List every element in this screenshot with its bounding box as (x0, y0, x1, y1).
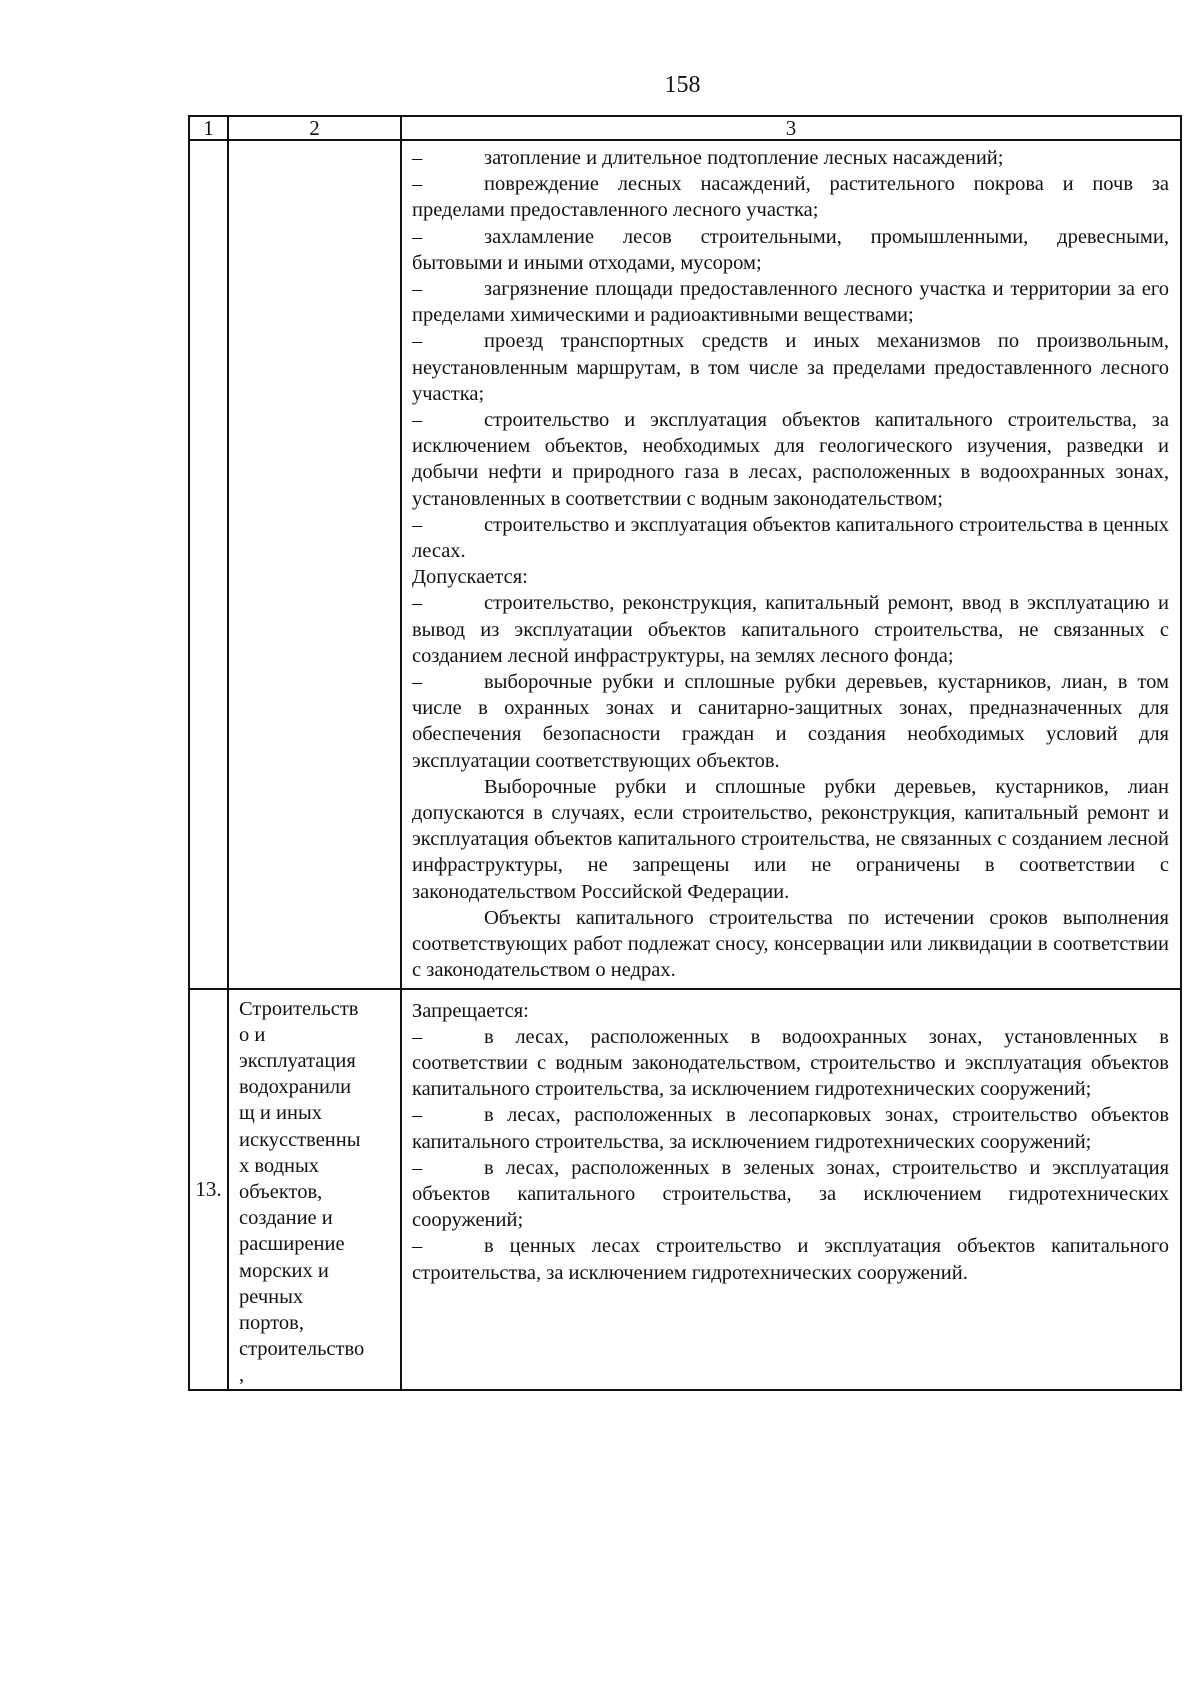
name-line: портов, (239, 1311, 304, 1334)
list-item (412, 590, 1169, 669)
dash-bullet: – (412, 592, 423, 615)
name-line: расширение (239, 1233, 345, 1256)
dash-bullet: – (412, 1104, 423, 1127)
name-line: о и (239, 1023, 266, 1046)
paragraph-text: проезд транспортных средств и иных механизмов по произвольным, неустановленным маршрутам, в том числе за пределами предоставленного лесного участка; (412, 330, 1169, 405)
row-number-cell (189, 140, 228, 989)
paragraph-text: строительство, реконструкция, капитальный ремонт, ввод в эксплуатацию и вывод из эксплуатации объектов капитального строительства, не связанных с созданием лесной инфраструктуры, на землях лесного фонда; (412, 592, 1169, 667)
paragraph-text: в лесах, расположенных в лесопарковых зонах, строительство объектов капитального строительства, за исключением гидротехнических сооружений; (412, 1104, 1169, 1153)
list-item (412, 669, 1169, 774)
paragraph (412, 905, 1169, 984)
paragraph (412, 774, 1169, 905)
list-item (412, 1024, 1169, 1103)
name-line: речных (239, 1285, 304, 1308)
dash-bullet: – (412, 147, 423, 169)
list-item (412, 224, 1169, 276)
name-line: , (239, 1364, 245, 1387)
paragraph-text: строительство и эксплуатация объектов капитального строительства, за исключением объектов, необходимых для геологического изучения, разведки и добычи нефти и природного газа в лесах, расположенных в водоохранных зонах, установленных в соответствии с водным законодательством; (412, 409, 1169, 510)
dash-bullet: – (412, 173, 423, 196)
table-row-13 (189, 989, 1181, 1390)
list-item (412, 512, 1169, 564)
list-item (412, 328, 1169, 407)
name-line: объектов, (239, 1180, 323, 1203)
name-line: строительство (239, 1338, 365, 1361)
page-number: 158 (664, 72, 701, 98)
name-line: создание и (239, 1207, 333, 1230)
name-line: искусственны (239, 1128, 361, 1151)
dash-bullet: – (412, 513, 423, 536)
regulation-table (188, 115, 1182, 1391)
paragraph-text: Допускается: (412, 566, 528, 589)
dash-bullet: – (412, 1025, 423, 1048)
list-item (412, 276, 1169, 328)
paragraph-text: Объекты капитального строительства по истечении сроков выполнения соответствующих работ подлежат сносу, консервации или ликвидации в соответствии с законодательством о недрах. (412, 906, 1169, 982)
row-number-cell: 13. (189, 989, 228, 1390)
dash-bullet: – (412, 225, 423, 248)
dash-bullet: – (412, 409, 423, 432)
dash-bullet: – (412, 278, 423, 301)
row-content-cell (401, 140, 1181, 989)
paragraph-text: загрязнение площади предоставленного лесного участка и территории за его пределами химическими и радиоактивными веществами; (412, 278, 1169, 327)
column-header-2: 2 (228, 116, 401, 140)
paragraph-text: в лесах, расположенных в водоохранных зонах, установленных в соответствии с водным законодательством, строительство и эксплуатация объектов капитального строительства, за исключением гидротехнических сооружений; (412, 1025, 1169, 1101)
list-item (412, 1102, 1169, 1154)
row-content-cell (401, 989, 1181, 1390)
table-row-continuation (189, 140, 1181, 989)
paragraph-text: в ценных лесах строительство и эксплуатация объектов капитального строительства, за исключением гидротехнических сооружений. (412, 1235, 1169, 1284)
paragraph (412, 564, 1169, 590)
paragraph-text: затопление и длительное подтопление лесных насаждений; (484, 147, 1004, 169)
dash-bullet: – (412, 1235, 423, 1258)
paragraph-text: в лесах, расположенных в зеленых зонах, строительство и эксплуатация объектов капитального строительства, за исключением гидротехнических сооружений; (412, 1156, 1169, 1232)
paragraph-text: захламление лесов строительными, промышленными, древесными, бытовыми и иными отходами, мусором; (412, 225, 1169, 274)
dash-bullet: – (412, 330, 423, 353)
list-item (412, 145, 1169, 171)
dash-bullet: – (412, 671, 423, 694)
name-line: эксплуатация (239, 1049, 356, 1072)
paragraph-text: Запрещается: (412, 999, 529, 1022)
name-line: щ и иных (239, 1102, 322, 1125)
table-header-row (189, 116, 1181, 140)
column-header-1: 1 (189, 116, 228, 140)
name-line: х водных (239, 1154, 319, 1177)
row-name-cell (228, 140, 401, 989)
column-header-3: 3 (401, 116, 1181, 140)
paragraph-text: Выборочные рубки и сплошные рубки деревьев, кустарников, лиан допускаются в случаях, если строительство, реконструкция, капитальный ремонт и эксплуатация объектов капитального строительства, не связанных с созданием лесной инфраструктуры, не запрещены или не ограничены в соответствии с законодательством Российской Федерации. (412, 775, 1169, 903)
list-item (412, 407, 1169, 512)
list-item (412, 1155, 1169, 1234)
name-line: водохранили (239, 1076, 352, 1099)
row-name-cell (228, 989, 401, 1390)
paragraph (412, 998, 1169, 1024)
paragraph-text: повреждение лесных насаждений, растительного покрова и почв за пределами предоставленного лесного участка; (412, 173, 1169, 222)
name-line: морских и (239, 1259, 329, 1282)
name-line: Строительств (239, 997, 359, 1020)
list-item (412, 171, 1169, 223)
dash-bullet: – (412, 1156, 423, 1179)
list-item (412, 1233, 1169, 1285)
paragraph-text: строительство и эксплуатация объектов капитального строительства в ценных лесах. (412, 513, 1169, 563)
paragraph-text: выборочные рубки и сплошные рубки деревьев, кустарников, лиан, в том числе в охранных зонах и санитарно-защитных зонах, предназначенных для обеспечения безопасности граждан и создания необходимых условий для эксплуатации соответствующих объектов. (412, 671, 1169, 772)
